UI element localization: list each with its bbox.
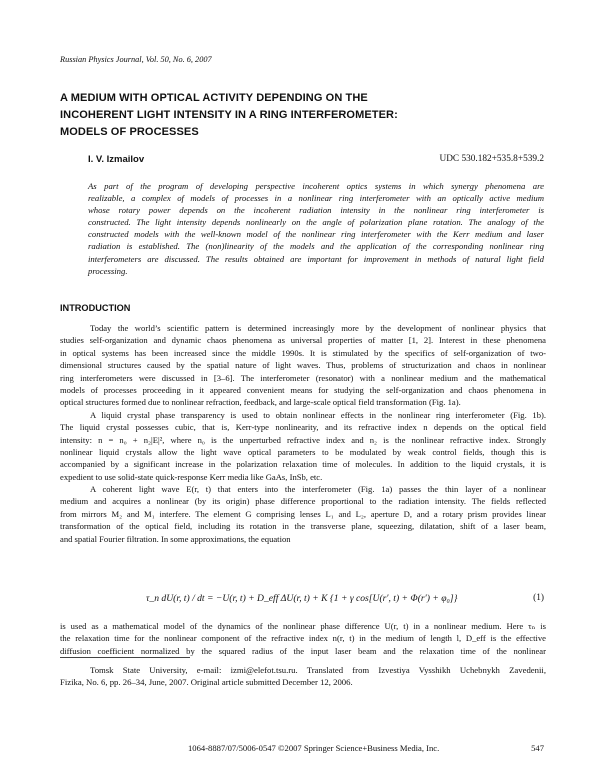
body-line: in optical systems has been increased since the middle 1990s. It is stimulated by the specifics of self-organization of two-: [60, 347, 546, 358]
title-line: MODELS OF PROCESSES: [60, 126, 199, 138]
body-line: models of processes proceeding in it appeared convenient means for studying the self-organization and chaos phenomena in: [60, 384, 546, 395]
body-text: [60, 322, 546, 545]
abstract-line: constructed models with the well-known model of the nonlinear ring interferometer with the Kerr medium and laser: [88, 229, 544, 240]
udc-code: UDC 530.182+535.8+539.2: [439, 154, 544, 164]
body-line: A coherent light wave E(r, t) that enters into the interferometer (Fig. 1a) passes the thin layer of a nonlinear: [90, 484, 546, 495]
body-line: dimensional structures caused by the spatial nature of light waves. Thus, problems of structurization and chaos in nonlinear: [60, 360, 546, 371]
journal-citation: Russian Physics Journal, Vol. 50, No. 6, 2007: [60, 55, 212, 64]
abstract-line: interferometers are discussed. The results obtained are important for improvement in methods of natural light field: [88, 253, 544, 264]
body-line: from mirrors M₂ and M₁ interfere. The element G comprising lenses L₁ and L₂, aperture D, and a rotary prism provides linear: [60, 508, 546, 519]
body-line: diffusion coefficient normalized by the squared radius of the input laser beam and the relaxation time of the nonlinear: [60, 645, 546, 656]
footnote: [60, 664, 546, 689]
body-line: studies self-organization and dynamic chaos phenomena as universal properties of matter [1, 2]. Interest in these phenomena: [60, 335, 546, 346]
body-line: intensity: n = n₀ + n₂|E|², where n₀ is the unperturbed refractive index and n₂ is the nonlinear refractive index. Strongly: [60, 434, 546, 445]
body-line: A liquid crystal phase transparency is used to obtain nonlinear effects in the nonlinear ring interferometer (Fig. 1b).: [90, 409, 546, 420]
title-line: A MEDIUM WITH OPTICAL ACTIVITY DEPENDING ON THE: [60, 92, 368, 104]
body-line: the relaxation time for the nonlinear component of the refractive index n(r, t) in the medium of length l, D_eff is the effective: [60, 633, 546, 644]
author-name: I. V. Izmailov: [88, 154, 145, 165]
body-text-continued: [60, 620, 546, 657]
copyright-footer: 1064-8887/07/5006-0547 ©2007 Springer Science+Business Media, Inc.: [188, 743, 440, 753]
body-line: medium and acquires a nonlinear (by its origin) phase difference proportional to the radiation intensity. The fields reflected: [60, 496, 546, 507]
body-line: ring interferometers were discussed in [3–6]. The interferometer (resonator) with a nonlinear medium and the mathematical: [60, 372, 546, 383]
abstract-line: constructed. The light intensity depends nonlinearly on the angle of polarization plane rotation. The analogy of the: [88, 217, 544, 228]
section-heading: INTRODUCTION: [60, 303, 131, 313]
body-line: transformation of the optical field, including its rotation in the transverse plane, squeezing, dilatation, shift of a laser beam,: [60, 521, 546, 532]
abstract-line: whose rotary power depends on the incoherent radiation intensity in the nonlinear ring interferometer is: [88, 205, 544, 216]
body-line: accompanied by a significant increase in the polarization relaxation time of molecules. In addition to the liquid crystals, it is: [60, 459, 546, 470]
footnote-line: Fizika, No. 6, pp. 26–34, June, 2007. Original article submitted December 12, 2006.: [60, 677, 353, 688]
footnote-divider: [60, 657, 190, 658]
abstract-line: processing.: [88, 265, 128, 276]
abstract: [88, 180, 544, 277]
equation-number: (1): [533, 593, 544, 603]
title-line: INCOHERENT LIGHT INTENSITY IN A RING INTERFEROMETER:: [60, 109, 398, 121]
body-line: and spatial Fourier filtration. In some approximations, the equation: [60, 533, 291, 544]
abstract-line: As part of the program of developing perspective incoherent optics systems in which synergy phenomena are: [88, 181, 544, 191]
equation-1: τ_n dU(r, t) / dt = −U(r, t) + D_eff ΔU(r, t) + K {1 + γ cos[U(r′, t) + Φ(r′) + φ₀]}: [146, 593, 458, 604]
body-line: optical structures formed due to nonlinear refraction, feedback, and large-scale optical field transformation (Fig. 1a).: [60, 397, 461, 408]
body-line: is used as a mathematical model of the dynamics of the nonlinear phase difference U(r, t) in a nonlinear medium. Here τₙ is: [60, 621, 546, 631]
page-number: 547: [531, 743, 544, 753]
body-line: Today the world’s scientific pattern is determined increasingly more by the development of nonlinear physics that: [90, 323, 546, 333]
body-line: The liquid crystal possesses cubic, that is, Kerr-type nonlinearity, and its refractive index n depends on the optical field: [60, 422, 546, 433]
abstract-line: realizable, a complex of models of processes in a nonlinear ring interferometer with an optically active medium: [88, 193, 544, 204]
article-title: [60, 90, 530, 141]
body-line: nonlinear liquid crystals allow the light wave optical parameters to be modulated by weak control fields, though this is: [60, 446, 546, 457]
body-line: expedient to use solid-state quick-response Kerr media like GaAs, InSb, etc.: [60, 471, 323, 482]
abstract-line: radiation is established. The (non)linearity of the models and the application of the corresponding nonlinear ring: [88, 241, 544, 252]
footnote-line: Tomsk State University, e-mail: izmi@elefot.tsu.ru. Translated from Izvestiya Vysshikh Uchebnykh Zavedenii,: [90, 665, 546, 675]
